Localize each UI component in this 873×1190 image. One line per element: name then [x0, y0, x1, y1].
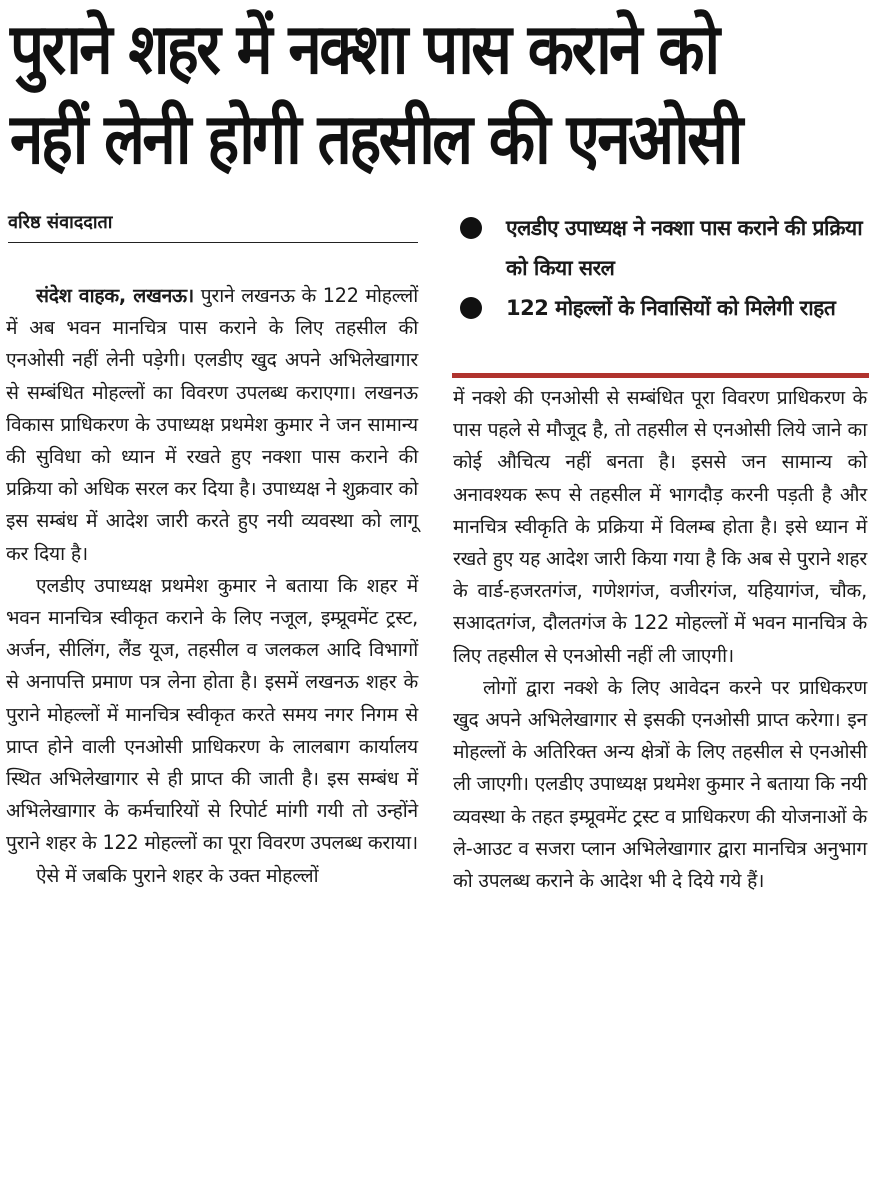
article-column-left — [6, 280, 418, 892]
headline-line-2: नहीं लेनी होगी तहसील की एनओसी — [10, 98, 741, 180]
dateline: संदेश वाहक, लखनऊ। — [36, 284, 194, 307]
bullet-icon — [460, 217, 482, 239]
article-paragraph: लोगों द्वारा नक्शे के लिए आवेदन करने पर प्राधिकरण खुद अपने अभिलेखागार से इसकी एनओसी प्राप्त करेगा। इन मोहल्लों के अतिरिक्त अन्य क्षेत्रों के लिए तहसील से एनओसी ली जाएगी। एलडीए उपाध्यक्ष प्रथमेश कुमार ने बताया कि नयी व्यवस्था के तहत इम्प्रूवमेंट ट्रस्ट व प्राधिकरण की योजनाओं के ले-आउट व सजरा प्लान अभिलेखागार द्वारा मानचित्र अनुभाग को उपलब्ध कराने के आदेश भी दे दिये गये हैं। — [453, 675, 867, 893]
highlight-text: 122 मोहल्लों के निवासियों को मिलेगी राहत — [506, 296, 836, 320]
headline — [10, 4, 744, 184]
article-column-right — [453, 382, 867, 897]
article-paragraph: एलडीए उपाध्यक्ष प्रथमेश कुमार ने बताया कि शहर में भवन मानचित्र स्वीकृत कराने के लिए नजूल, इम्प्रूवमेंट ट्रस्ट, अर्जन, सीलिंग, लैंड यूज, तहसील व जलकल आदि विभागों से अनापत्ति प्रमाण पत्र लेना होता है। इसमें लखनऊ शहर के पुराने मोहल्लों में मानचित्र स्वीकृत करते समय नगर निगम से प्राप्त होने वाली एनओसी प्राधिकरण के लालबाग कार्यालय स्थित अभिलेखागार से ही प्राप्त की जाती है। इस सम्बंध में अभिलेखागार के कर्मचारियों से रिपोर्ट मांगी गयी तो उन्होंने पुराने शहर के 122 मोहल्लों का पूरा विवरण उपलब्ध कराया। — [6, 573, 418, 855]
paragraph-text: पुराने लखनऊ के 122 मोहल्लों में अब भवन मानचित्र पास कराने के लिए तहसील की एनओसी नहीं लेनी पड़ेगी। एलडीए खुद अपने अभिलेखागार से सम्बंधित मोहल्लों का विवरण उपलब्ध कराएगा। लखनऊ विकास प्राधिकरण के उपाध्यक्ष प्रथमेश कुमार ने जन सामान्य की सुविधा को ध्यान में रखते हुए नक्शा पास कराने की प्रक्रिया को अधिक सरल कर दिया है। उपाध्यक्ष ने शुक्रवार को इस सम्बंध में आदेश जारी करते हुए नयी व्यवस्था को लागू कर दिया है। — [6, 284, 419, 565]
article-paragraph: में नक्शे की एनओसी से सम्बंधित पूरा विवरण प्राधिकरण के पास पहले से मौजूद है, तो तहसील से एनओसी लिये जाने का कोई औचित्य नहीं बनता है। इससे जन सामान्य को अनावश्यक रूप से तहसील में भागदौड़ करनी पड़ती है और मानचित्र स्वीकृति के प्रक्रिया में विलम्ब होता है। इसे ध्यान में रखते हुए यह आदेश जारी किया गया है कि अब से पुराने शहर के वार्ड-हजरतगंज, गणेशगंज, वजीरगंज, यहियागंज, चौक, सआदतगंज, दौलतगंज के 122 मोहल्लों में भवन मानचित्र के लिए तहसील से एनओसी नहीं ली जाएगी। — [453, 386, 867, 667]
byline: वरिष्ठ संवाददाता — [8, 210, 418, 243]
headline-line-1: पुराने शहर में नक्शा पास कराने को — [10, 8, 718, 90]
highlight-text: एलडीए उपाध्यक्ष ने नक्शा पास कराने की प्रक्रिया को किया सरल — [506, 216, 863, 280]
highlight-item — [452, 208, 870, 288]
highlight-divider — [452, 373, 869, 378]
highlights-box — [452, 208, 870, 328]
highlight-item — [452, 288, 870, 328]
article-paragraph — [6, 280, 418, 570]
article-paragraph: ऐसे में जबकि पुराने शहर के उक्त मोहल्लों — [36, 863, 319, 887]
bullet-icon — [460, 297, 482, 319]
